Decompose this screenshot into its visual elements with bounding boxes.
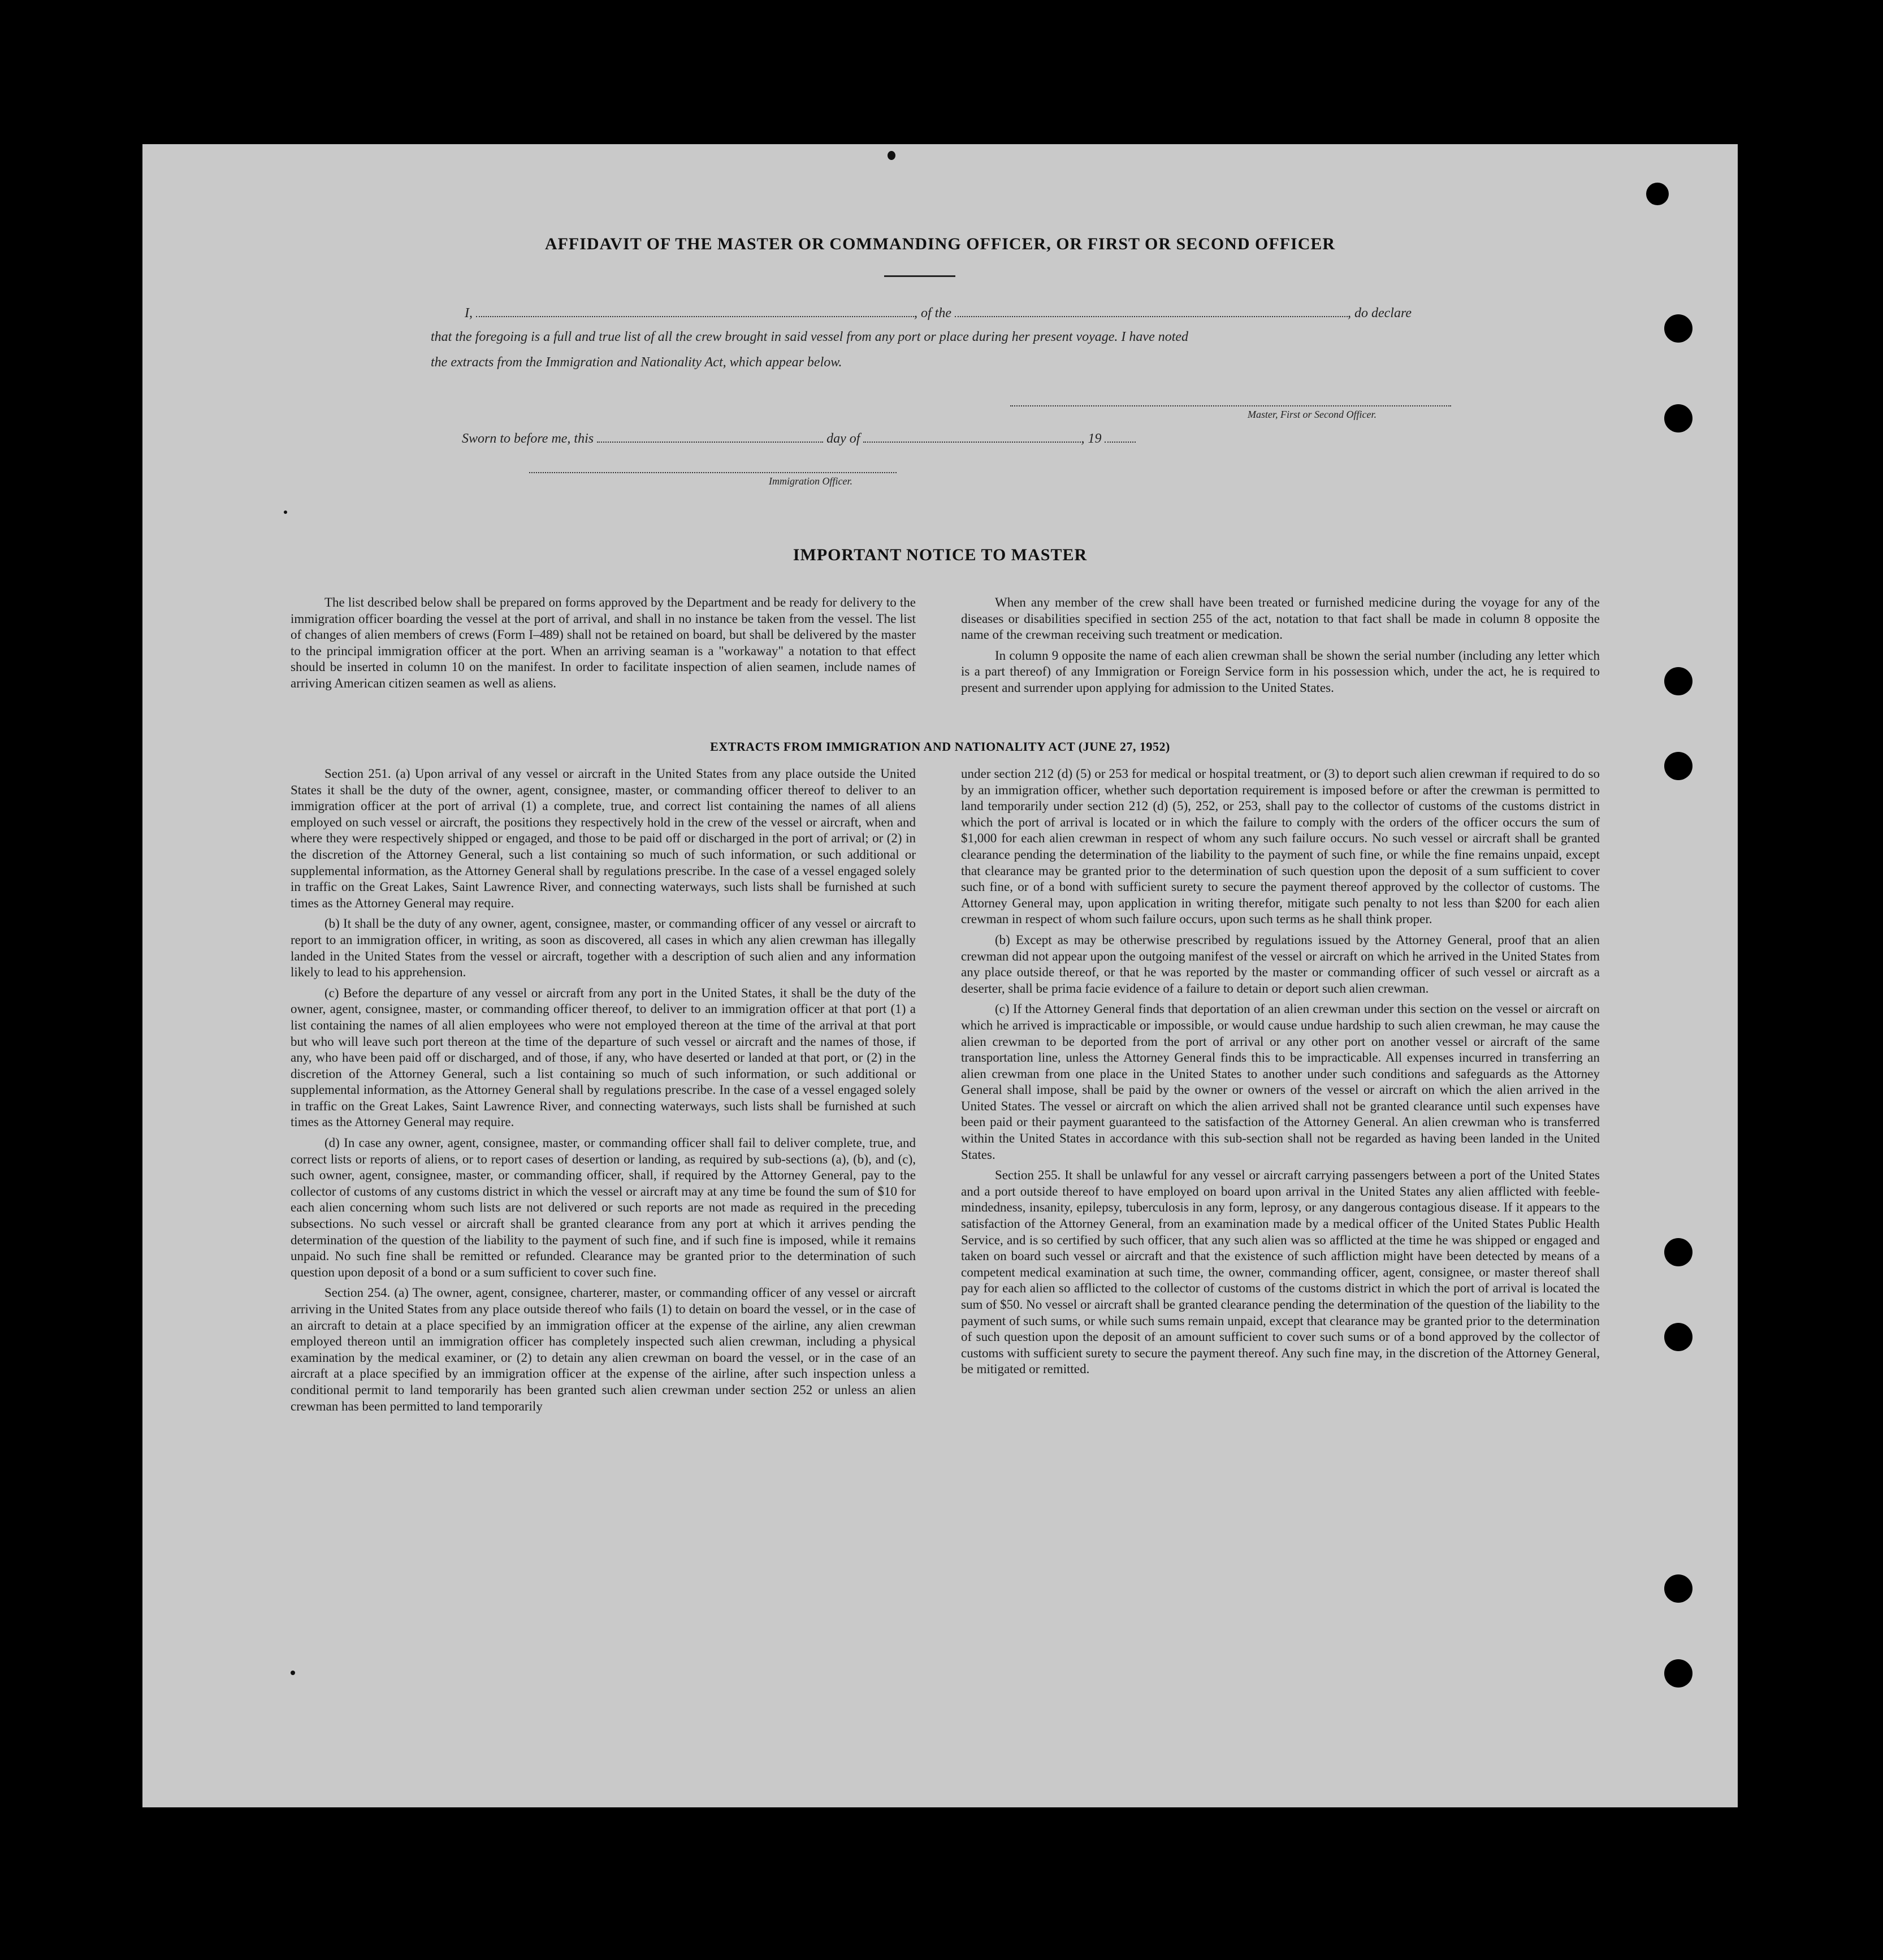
declarant-name-field[interactable] — [476, 302, 914, 317]
master-signature-field[interactable] — [1010, 405, 1451, 406]
binder-hole — [1646, 183, 1669, 205]
declaration-line-3: the extracts from the Immigration and Nationality Act, which appear below. — [431, 355, 842, 370]
scan-speck — [284, 510, 287, 514]
binder-hole — [1664, 667, 1692, 695]
do-declare-label: , do declare — [1348, 306, 1412, 321]
notice-title: IMPORTANT NOTICE TO MASTER — [793, 546, 1088, 564]
vessel-name-field[interactable] — [955, 302, 1348, 317]
officer-signature-field[interactable] — [529, 472, 897, 473]
notice-left-column — [291, 595, 916, 696]
binder-hole — [1664, 404, 1692, 432]
extracts-title: EXTRACTS FROM IMMIGRATION AND NATIONALITY ACT (JUNE 27, 1952) — [710, 739, 1170, 754]
binder-hole — [1664, 1659, 1692, 1688]
notice-left-paragraph: The list described below shall be prepared on forms approved by the Department and be ready for delivery to the immigration officer boarding the vessel at the port of arrival, and shall in no instance be taken from the vessel. The list of changes of alien members of crews (Form I–489) shall not be retained on board, but shall be delivered by the master to the principal immigration officer at the port. When an arriving seaman is a "workaway" a notation to that effect should be inserted in column 10 on the manifest. In order to facilitate inspection of alien seamen, include names of arriving American citizen seamen as well as aliens. — [291, 595, 916, 690]
notice-right-column — [961, 595, 1600, 701]
officer-signature-caption: Immigration Officer. — [769, 475, 852, 487]
section-254b: (b) Except as may be otherwise prescribed by regulations issued by the Attorney General, proof that an alien crewman did not appear upon the outgoing manifest of the vessel or aircraft on which he arrived in the United States from any place outside thereof, or that he was reported by the master or commanding officer of such vessel or aircraft as a deserter, shall be prima facie evidence of a failure to detain or deport such alien crewman. — [961, 932, 1600, 996]
binder-hole — [1664, 1238, 1692, 1266]
notice-right-paragraph-2: In column 9 opposite the name of each alien crewman shall be shown the serial number (including any letter which is a part thereof) of any Immigration or Foreign Service form in his possession which, under the act, he is required to present and surrender upon applying for admission to the United States. — [961, 648, 1600, 695]
affidavit-title: AFFIDAVIT OF THE MASTER OR COMMANDING OFFICER, OR FIRST OR SECOND OFFICER — [544, 235, 1336, 253]
sworn-line — [462, 428, 1136, 447]
binder-hole — [1664, 1574, 1692, 1603]
extracts-right-column — [961, 766, 1600, 1382]
binder-hole — [1664, 314, 1692, 343]
title-divider — [884, 275, 955, 277]
year-label: , 19 — [1081, 431, 1102, 446]
section-254a-continued: under section 212 (d) (5) or 253 for medical or hospital treatment, or (3) to deport such alien crewman if required to do so by an immigration officer, whether such deportation requirement is imposed before or after the crewman is permitted to land temporarily under section 212 (d) (5), 252, or 253, shall pay to the collector of customs of the customs district in which the port of arrival is located or in which the failure to comply with the orders of the officer occurs the sum of $1,000 for each alien crewman in respect of whom any such failure occurs. No such vessel or aircraft shall be granted clearance pending the determination of the liability to the payment of such fine, or while the fine remains unpaid, except that clearance may be granted prior to the determination of such question upon the deposit of a sum sufficient to cover such fine, or of a bond with sufficient surety to secure the payment thereof approved by the collector of customs. The Attorney General may, upon application in writing therefor, mitigate such penalty to not less than $200 for each alien crewman in respect of whom such failure occurs, upon such terms as he shall think proper. — [961, 767, 1600, 927]
section-254a: Section 254. (a) The owner, agent, consignee, charterer, master, or commanding officer of any vessel or aircraft arriving in the United States from any place outside thereof who fails (1) to detain on board the vessel, or in the case of an aircraft to detain at a place specified by an immigration officer at the expense of the airline, any alien crewman employed thereon until an immigration officer has completely inspected such alien crewman, including a physical examination by the medical examiner, or (2) to detain any alien crewman on board the vessel, or in the case of an aircraft at a place specified by an immigration officer at the expense of the airline, after such inspection unless a conditional permit to land temporarily has been granted such alien crewman under section 252 or unless an alien crewman has been permitted to land temporarily — [291, 1286, 916, 1413]
sworn-year-field[interactable] — [1105, 428, 1136, 443]
section-251c: (c) Before the departure of any vessel or aircraft from any port in the United States, it shall be the duty of the owner, agent, consignee, master, or commanding officer thereof, to deliver to an immigration officer at that port (1) a list containing the names of all alien employees who were not employed thereon at the time of the arrival at that port but who will leave such port thereon at the time of the departure of such vessel or aircraft and the names of those, if any, who have been paid off or discharged, and of those, if any, who have deserted or landed at that port, or (2) in the discretion of the Attorney General, such a list containing so much of such information, or such additional or supplemental information, as the Attorney General shall by regulations prescribe. In the case of a vessel engaged solely in traffic on the Great Lakes, Saint Lawrence River, and connecting waterways, such lists shall be furnished at such times as the Attorney General may require. — [291, 985, 916, 1130]
sworn-day-field[interactable] — [597, 428, 823, 443]
day-of-label: day of — [826, 431, 860, 446]
declaration-line-1 — [465, 302, 1412, 321]
declaration-line-2: that the foregoing is a full and true list of all the crew brought in said vessel from any port or place during her present voyage. I have noted — [431, 330, 1189, 344]
master-signature-caption: Master, First or Second Officer. — [1248, 409, 1376, 420]
declarant-label: I, — [465, 306, 473, 321]
section-251b: (b) It shall be the duty of any owner, agent, consignee, master, or commanding officer of any vessel or aircraft to report to an immigration officer, in writing, as soon as discovered, all cases in which any alien crewman has illegally landed in the United States from the vessel or aircraft, together with a description of such alien and any information likely to lead to his apprehension. — [291, 916, 916, 980]
sworn-label: Sworn to before me, this — [462, 431, 594, 446]
notice-right-paragraph-1: When any member of the crew shall have been treated or furnished medicine during the voyage for any of the diseases or disabilities specified in section 255 of the act, notation to that fact shall be made in column 8 opposite the name of the crewman receiving such treatment or medication. — [961, 595, 1600, 642]
extracts-left-column — [291, 766, 916, 1419]
section-254c: (c) If the Attorney General finds that deportation of an alien crewman under this section on the vessel or aircraft on which he arrived is impracticable or impossible, or would cause undue hardship to such alien crewman, he may cause the alien crewman to be deported from the port of arrival or any other port on another vessel or aircraft of the same transportation line, unless the Attorney General finds this to be impracticable. All expenses incurred in transferring an alien crewman from one place in the United States to another under such conditions and safeguards as the Attorney General shall impose, shall be paid by the owner or owners of the vessel or aircraft on which the alien arrived in the United States. The vessel or aircraft on which the alien arrived shall not be granted clearance until such expenses have been paid or their payment guaranteed to the satisfaction of the Attorney General. An alien crewman who is transferred within the United States in accordance with this sub-section shall not be regarded as having been landed in the United States. — [961, 1002, 1600, 1162]
section-251a: Section 251. (a) Upon arrival of any vessel or aircraft in the United States from any place outside the United States it shall be the duty of the owner, agent, consignee, master, or commanding officer thereof to deliver to an immigration officer at the port of arrival (1) a complete, true, and correct list containing the names of all aliens employed on such vessel or aircraft, the positions they respectively hold in the crew of the vessel or aircraft, when and where they were respectively shipped or engaged, and those to be paid off or discharged in the port of arrival; or (2) in the discretion of the Attorney General, such a list containing so much of such information, or such additional or supplemental information, as the Attorney General shall by regulations prescribe. In the case of a vessel engaged solely in traffic on the Great Lakes, Saint Lawrence River, and connecting waterways, such lists shall be furnished at such times as the Attorney General may require. — [291, 767, 916, 910]
of-the-label: , of the — [914, 306, 951, 321]
binder-hole — [1664, 752, 1692, 780]
section-255: Section 255. It shall be unlawful for any vessel or aircraft carrying passengers between a port of the United States and a port outside thereof to have employed on board upon arrival in the United States any alien afflicted with feeble-mindedness, insanity, epilepsy, tuberculosis in any form, leprosy, or any dangerous contagious disease. If it appears to the satisfaction of the Attorney General, from an examination made by a medical officer of the United States Public Health Service, and is so certified by such officer, that any such alien was so afflicted at the time he was shipped or engaged and taken on board such vessel or aircraft and that the existence of such affliction might have been detected by means of a competent medical examination at such time, the owner, commanding officer, agent, consignee, or master thereof shall pay for each alien so afflicted to the collector of customs of the customs district in which the port of arrival is located the sum of $50. No vessel or aircraft shall be granted clearance pending the determination of the question of the liability to the payment of such sums, or while such sums remain unpaid, except that clearance may be granted prior to the determination of such question upon the deposit of an amount sufficient to cover such sums or of a bond approved by the collector of customs with sufficient surety to secure the payment thereof. Any such fine may, in the discretion of the Attorney General, be mitigated or remitted. — [961, 1168, 1600, 1377]
form-page — [142, 144, 1738, 1807]
binder-hole — [1664, 1323, 1692, 1351]
sworn-month-field[interactable] — [863, 428, 1081, 443]
scan-speck — [291, 1671, 295, 1675]
section-251d: (d) In case any owner, agent, consignee, master, or commanding officer shall fail to deliver complete, true, and correct lists or reports of aliens, or to report cases of desertion or landing, as required by sub-sections (a), (b), and (c), such owner, agent, consignee, master, or commanding officer, shall, if required by the Attorney General, pay to the collector of customs of any customs district in which the vessel or aircraft may at any time be found the sum of $10 for each alien concerning whom such lists are not delivered or such reports are not made as required in the preceding subsections. No such vessel or aircraft shall be granted clearance from any port at which it arrives pending the determination of the question of the liability to the payment of such fine, and if such fine is imposed, while it remains unpaid. No such fine shall be remitted or refunded. Clearance may be granted prior to the determination of such question upon deposit of a bond or a sum sufficient to cover such fine. — [291, 1136, 916, 1279]
scan-speck — [888, 151, 895, 160]
